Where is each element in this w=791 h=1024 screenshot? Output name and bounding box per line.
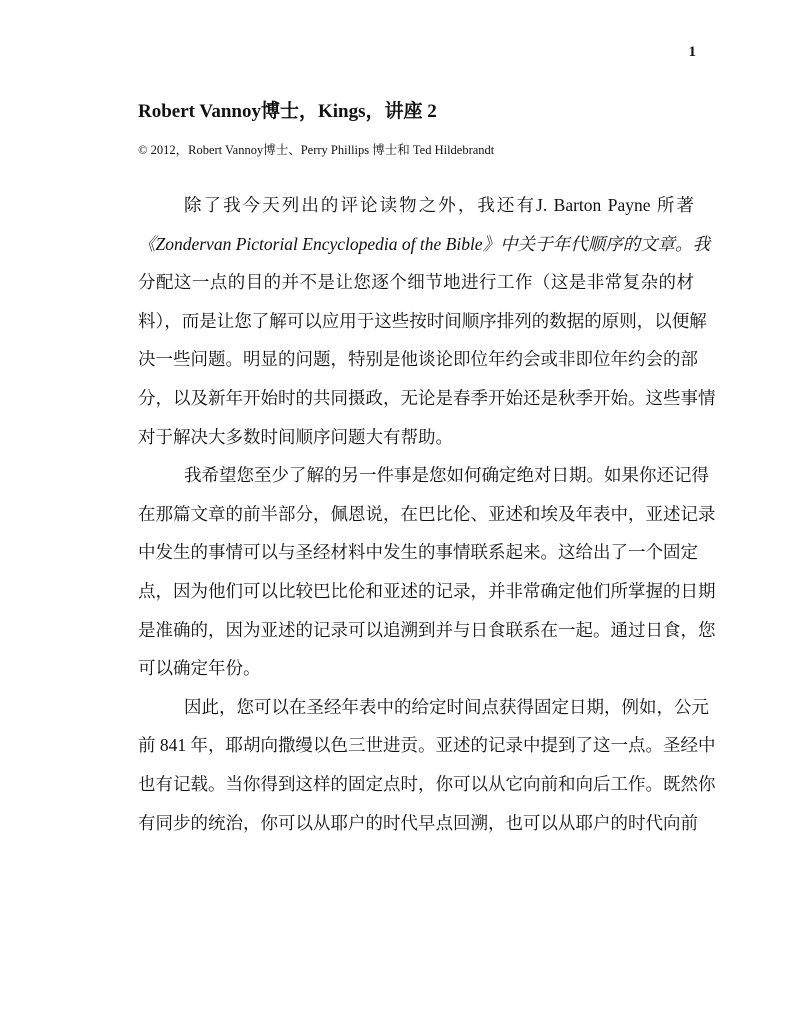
paragraph-3-line-3: 也有记载。当你得到这样的固定点时，你可以从它向前和向后工作。既然你 [138,773,716,794]
lecture-title: Robert Vannoy博士，Kings，讲座 2 [138,101,437,122]
page-number: 1 [688,44,696,60]
paragraph-1-line-1: 除了我今天列出的评论读物之外，我还有J. Barton Payne 所著 [184,195,694,215]
copyright-line: © 2012，Robert Vannoy博士、Perry Phillips 博士和 Ted Hildebrandt [138,143,495,157]
paragraph-2-line-1: 我希望您至少了解的另一件事是您如何确定绝对日期。如果你还记得 [184,465,709,486]
paragraph-3-line-1: 因此，您可以在圣经年表中的给定时间点获得固定日期，例如，公元 [184,696,709,717]
lecture-body [138,186,716,842]
paragraph-2-line-2: 在那篇文章的前半部分，佩恩说，在巴比伦、亚述和埃及年表中，亚述记录 [138,503,716,524]
paragraph-2-line-4: 点，因为他们可以比较巴比伦和亚述的记录，并非常确定他们所掌握的日期 [138,580,716,601]
paragraph-1-line-7: 对于解决大多数时间顺序问题大有帮助。 [138,426,453,447]
paragraph-1-line-2: 《Zondervan Pictorial Encyclopedia of the Bible》中关于年代顺序的文章。我 [138,233,711,254]
paragraph-3-line-4: 有同步的统治，你可以从耶户的时代早点回溯，也可以从耶户的时代向前 [138,812,698,833]
paragraph-2-line-6: 可以确定年份。 [138,658,261,679]
paragraph-1-line-3: 分配这一点的目的并不是让您逐个细节地进行工作（这是非常复杂的材 [138,272,694,293]
paragraph-1-line-6: 分，以及新年开始时的共同摄政，无论是春季开始还是秋季开始。这些事情 [138,387,716,408]
paragraph-3-line-2: 前 841 年，耶胡向撒缦以色三世进贡。亚述的记录中提到了这一点。圣经中 [138,735,716,756]
paragraph-2-line-5: 是准确的，因为亚述的记录可以追溯到并与日食联系在一起。通过日食，您 [138,619,716,640]
paragraph-1-line-5: 决一些问题。明显的问题，特别是他谈论即位年约会或非即位年约会的部 [138,349,698,370]
paragraph-1-line-4: 料），而是让您了解可以应用于这些按时间顺序排列的数据的原则，以便解 [138,310,707,331]
paragraph-2-line-3: 中发生的事情可以与圣经材料中发生的事情联系起来。这给出了一个固定 [138,542,698,563]
